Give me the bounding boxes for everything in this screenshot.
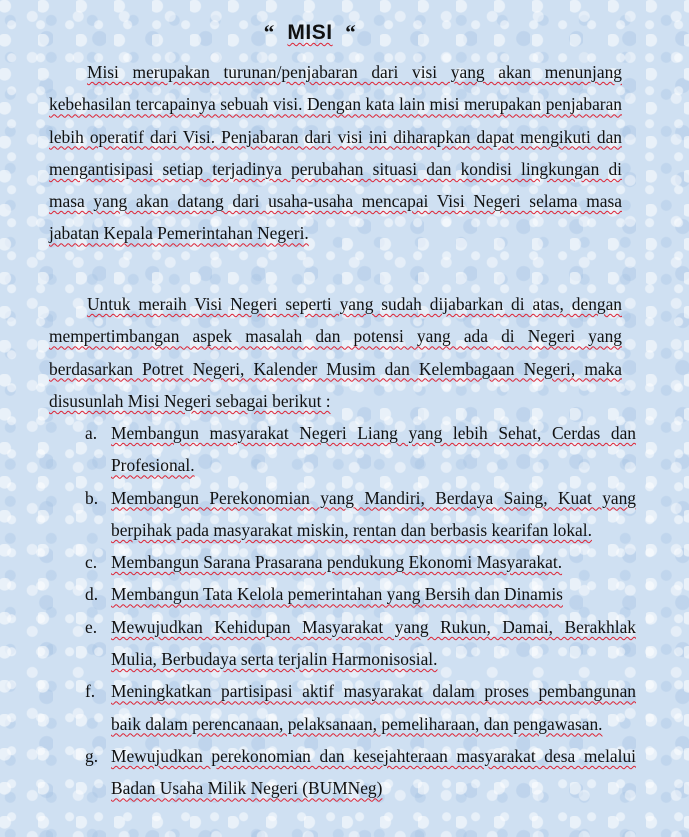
- mission-text: Mewujudkan Kehidupan Masyarakat yang Rukun, Damai, Berakhlak Mulia, Berbudaya serta terjalin Harmonisosial.: [111, 616, 636, 670]
- mission-item-e: [85, 611, 636, 676]
- mission-marker: g.: [85, 745, 99, 766]
- mission-marker: e.: [85, 616, 98, 637]
- page-title: [0, 20, 620, 45]
- mission-item-f: [85, 675, 636, 740]
- mission-marker: f.: [85, 681, 96, 702]
- mission-text: Membangun masyarakat Negeri Liang yang lebih Sehat, Cerdas dan Profesional.: [111, 423, 636, 476]
- mission-text: Membangun Tata Kelola pemerintahan yang Bersih dan Dinamis: [111, 584, 563, 605]
- mission-item-d: [85, 578, 636, 610]
- mission-list: [85, 417, 636, 805]
- intro-paragraph: Misi merupakan turunan/penjabaran dari visi yang akan menunjang kebehasilan tercapainya sebuah visi. Dengan kata lain misi merupakan penjabaran lebih operatif dari Visi. Penjabaran dari visi ini diharapkan dapat mengikuti dan mengantisipasi setiap terjadinya perubahan situasi dan kondisi lingkungan di masa yang akan datang dari usaha-usaha mencapai Visi Negeri selama masa jabatan Kepala Pemerintahan Negeri.: [49, 62, 622, 244]
- mission-item-c: [85, 546, 636, 578]
- mission-marker: b.: [85, 487, 99, 508]
- mission-marker: c.: [85, 552, 98, 573]
- mission-text: Mewujudkan perekonomian dan kesejahteraan masyarakat desa melalui Badan Usaha Milik Negeri (BUMNeg): [111, 745, 636, 799]
- mission-text: Meningkatkan partisipasi aktif masyarakat dalam proses pembangunan baik dalam perencanaan, pelaksanaan, pemeliharaan, dan pengawasan.: [111, 681, 636, 734]
- mission-marker: d.: [85, 584, 99, 605]
- mission-item-b: [85, 482, 636, 547]
- mission-lead-paragraph: Untuk meraih Visi Negeri seperti yang sudah dijabarkan di atas, dengan mempertimbangan aspek masalah dan potensi yang ada di Negeri yang berdasarkan Potret Negeri, Kalender Musim dan Kelembagaan Negeri, maka disusunlah Misi Negeri sebagai berikut :: [49, 294, 622, 411]
- title-quote-open: “: [263, 20, 275, 44]
- mission-item-a: [85, 417, 636, 482]
- mission-marker: a.: [85, 423, 98, 443]
- title-text: MISI: [287, 21, 333, 44]
- mission-text: Membangun Sarana Prasarana pendukung Ekonomi Masyarakat.: [111, 552, 563, 573]
- title-quote-close: “: [345, 20, 357, 44]
- mission-item-g: [85, 740, 636, 805]
- mission-text: Membangun Perekonomian yang Mandiri, Berdaya Saing, Kuat yang berpihak pada masyarakat miskin, rentan dan berbasis kearifan lokal.: [111, 487, 636, 540]
